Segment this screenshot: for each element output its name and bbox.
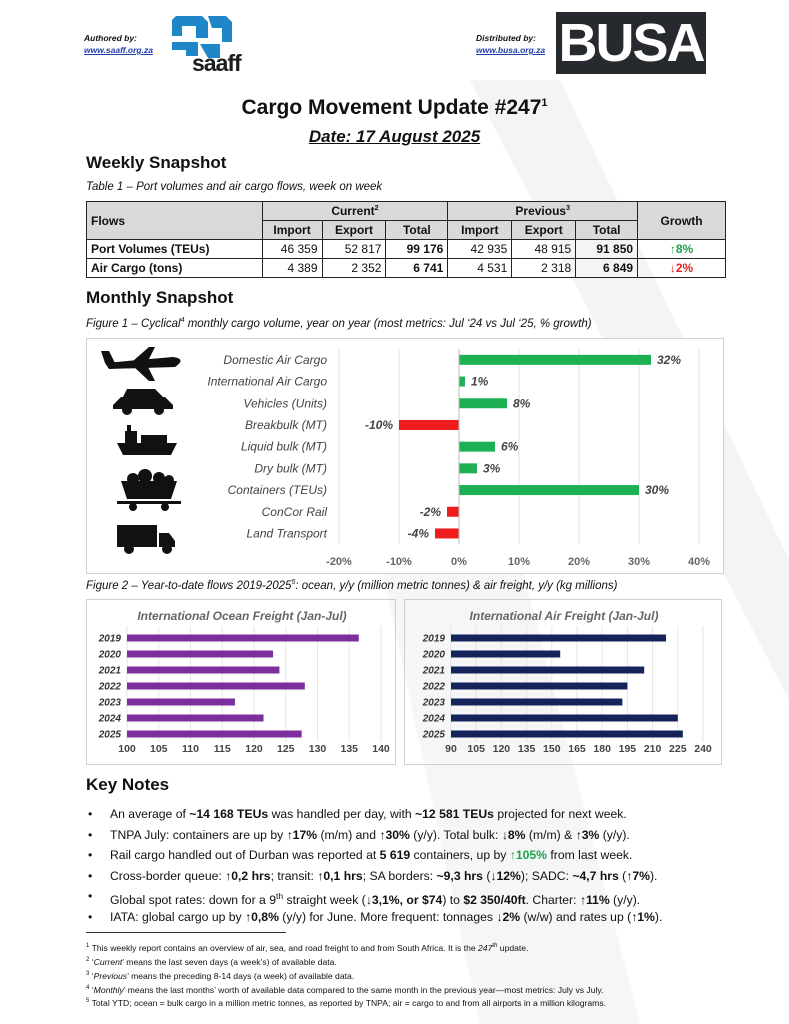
bar	[451, 651, 560, 658]
note-item: • Cross-border queue: ↑0,2 hrs; transit: ↑0,1 hrs; SA borders: ~9,3 hrs (↓12%); SADC: ~4,7 hrs (↑7%).	[86, 866, 746, 887]
cell: 4 389	[262, 259, 322, 278]
x-tick-label: 105	[467, 743, 485, 755]
saaff-link[interactable]: www.saaff.org.za	[84, 45, 153, 55]
figure1	[86, 338, 724, 574]
growth-cell: ↓2%	[638, 259, 726, 278]
table-row	[87, 259, 726, 278]
category-label: Containers (TEUs)	[227, 483, 327, 498]
sub-export: Export	[512, 221, 576, 240]
x-tick-label: 140	[372, 743, 390, 755]
x-tick-label: 240	[694, 743, 712, 755]
saaff-logo	[168, 12, 268, 78]
bar	[459, 463, 477, 473]
bar	[451, 699, 622, 706]
x-tick-label: 110	[182, 743, 199, 755]
year-label: 2022	[98, 681, 121, 693]
year-label: 2020	[422, 649, 445, 661]
year-label: 2024	[422, 713, 445, 725]
cell: 48 915	[512, 240, 576, 259]
arrow-down-icon: ↓	[669, 261, 676, 275]
value-label: -4%	[407, 526, 429, 541]
chart-title: International Air Freight (Jan-Jul)	[469, 609, 659, 623]
year-label: 2022	[422, 681, 445, 693]
bar	[127, 731, 302, 738]
weekly-table	[86, 201, 726, 278]
x-tick-label: 30%	[627, 556, 651, 568]
x-tick-label: 120	[492, 743, 511, 755]
busa-link[interactable]: www.busa.org.za	[476, 45, 546, 55]
year-label: 2020	[98, 649, 121, 661]
year-label: 2024	[98, 713, 121, 725]
cell: 52 817	[322, 240, 386, 259]
x-tick-label: 120	[245, 743, 263, 755]
key-notes-heading: Key Notes	[86, 775, 170, 794]
x-tick-label: 90	[445, 743, 457, 755]
bar	[127, 667, 279, 674]
x-tick-label: 40%	[687, 556, 711, 568]
footnote-divider	[86, 932, 286, 933]
cell: 4 531	[448, 259, 512, 278]
x-tick-label: 195	[618, 743, 637, 755]
note-item: • Global spot rates: down for a 9th straight week (↓3,1%, or $74) to $2 350/40ft. Charter: ↑11% (y/y).	[86, 886, 746, 907]
row-label: Air Cargo (tons)	[87, 259, 263, 278]
bar	[459, 485, 639, 495]
note-item: • Rail cargo handled out of Durban was reported at 5 619 containers, up by ↑105% from last week.	[86, 845, 746, 866]
bar	[435, 528, 459, 538]
bar	[451, 635, 666, 642]
footnote: $^1$ This weekly report contains an overview of air, sea, and road freight to and from South Africa. It is the 247th update.	[86, 942, 529, 953]
col-growth: Growth	[638, 202, 726, 240]
ocean-freight-chart	[87, 600, 397, 766]
category-label: Dry bulk (MT)	[254, 461, 327, 476]
figure1-chart	[87, 339, 725, 575]
value-label: 30%	[645, 483, 670, 498]
ocean-freight-chart-frame	[86, 599, 396, 765]
x-tick-label: -20%	[326, 556, 352, 568]
weekly-heading: Weekly Snapshot	[86, 153, 227, 172]
footnotes	[86, 940, 746, 1009]
category-label: Liquid bulk (MT)	[240, 439, 327, 454]
value-label: -10%	[364, 417, 393, 432]
table-row	[87, 240, 726, 259]
key-notes-list	[86, 804, 746, 927]
bar	[451, 715, 678, 722]
value-label: 6%	[501, 439, 519, 454]
x-tick-label: 135	[517, 743, 536, 755]
bar	[451, 731, 683, 738]
bar	[127, 651, 273, 658]
bar	[459, 442, 495, 452]
air-freight-chart	[405, 600, 723, 766]
footnote: $^2$ ‘Current’ means the last seven days (a week’s) of available data.	[86, 956, 337, 967]
sub-import: Import	[262, 221, 322, 240]
x-tick-label: 165	[568, 743, 586, 755]
category-label: Land Transport	[246, 526, 327, 541]
figure1-caption: Figure 1 – Cyclical$^4$ monthly cargo volume, year on year (most metrics: Jul ‘24 vs Jul ‘25, % growth)	[86, 317, 592, 330]
value-label: 8%	[513, 396, 531, 411]
airplane-icon	[101, 347, 181, 381]
car-icon	[113, 389, 173, 415]
year-label: 2023	[422, 697, 445, 709]
value-label: 32%	[657, 352, 682, 367]
x-tick-label: 115	[213, 743, 231, 755]
chart-title: International Ocean Freight (Jan-Jul)	[137, 609, 347, 623]
distributed-label: Distributed by:	[476, 33, 536, 43]
sub-import: Import	[448, 221, 512, 240]
sub-total: Total	[576, 221, 638, 240]
col-current: Current$^2$	[262, 202, 448, 221]
coal-wagon-icon	[117, 469, 181, 511]
category-label: Breakbulk (MT)	[244, 417, 327, 432]
note-item: • An average of ~14 168 TEUs was handled per day, with ~12 581 TEUs projected for next week.	[86, 804, 746, 825]
x-tick-label: 10%	[507, 556, 531, 568]
value-label: -2%	[419, 504, 441, 519]
truck-icon	[117, 525, 175, 554]
row-label: Port Volumes (TEUs)	[87, 240, 263, 259]
category-label: Vehicles (Units)	[243, 396, 327, 411]
bar	[127, 715, 264, 722]
value-label: 1%	[471, 374, 489, 389]
x-tick-label: 130	[308, 743, 327, 755]
saaff-logo-text: saaff	[192, 50, 241, 76]
report-date: Date: 17 August 2025	[308, 127, 481, 146]
bar	[127, 635, 359, 642]
x-tick-label: 210	[643, 743, 662, 755]
bar	[451, 667, 644, 674]
year-label: 2019	[98, 633, 121, 645]
monthly-heading: Monthly Snapshot	[86, 288, 234, 307]
x-tick-label: 100	[118, 743, 136, 755]
busa-logo: BUSA	[556, 12, 706, 74]
cell: 91 850	[576, 240, 638, 259]
x-tick-label: 125	[276, 743, 295, 755]
page-title: Cargo Movement Update $\#247^1$	[241, 96, 548, 119]
cell: 6 849	[576, 259, 638, 278]
note-item: • TNPA July: containers are up by ↑17% (m/m) and ↑30% (y/y). Total bulk: ↓8% (m/m) & ↑3% (y/y).	[86, 825, 746, 846]
value-label: 3%	[483, 461, 501, 476]
air-freight-chart-frame	[404, 599, 722, 765]
bar	[127, 683, 305, 690]
sub-total: Total	[386, 221, 448, 240]
arrow-up-icon: ↑	[669, 242, 676, 256]
cell: 46 359	[262, 240, 322, 259]
x-tick-label: -10%	[386, 556, 412, 568]
cell: 42 935	[448, 240, 512, 259]
x-tick-label: 20%	[567, 556, 591, 568]
bar	[447, 507, 459, 517]
x-tick-label: 105	[149, 743, 168, 755]
category-label: Domestic Air Cargo	[223, 352, 327, 367]
authored-label: Authored by:	[84, 33, 137, 43]
col-previous: Previous$^3$	[448, 202, 638, 221]
x-tick-label: 0%	[451, 556, 467, 568]
category-label: ConCor Rail	[261, 504, 327, 519]
x-tick-label: 150	[543, 743, 561, 755]
table-caption: Table 1 – Port volumes and air cargo flows, week on week	[86, 181, 383, 193]
bar	[459, 398, 507, 408]
cell: 6 741	[386, 259, 448, 278]
cell: 99 176	[386, 240, 448, 259]
year-label: 2025	[98, 729, 121, 741]
footnote: $^5$ Total YTD; ocean = bulk cargo in a million metric tonnes, as reported by TNPA; air = cargo to and from all airports in a million kilograms.	[86, 998, 607, 1009]
bar	[127, 699, 235, 706]
year-label: 2019	[422, 633, 445, 645]
bar	[451, 683, 627, 690]
bar	[399, 420, 459, 430]
cell: 2 318	[512, 259, 576, 278]
cell: 2 352	[322, 259, 386, 278]
year-label: 2025	[422, 729, 445, 741]
x-tick-label: 135	[340, 743, 359, 755]
category-label: International Air Cargo	[207, 374, 327, 389]
year-label: 2023	[98, 697, 121, 709]
growth-cell: ↑8%	[638, 240, 726, 259]
footnote: $^3$ ‘Previous’ means the preceding 8-14 days (a week) of available data.	[86, 970, 355, 981]
bar	[459, 377, 465, 387]
ship-icon	[117, 425, 177, 455]
year-label: 2021	[422, 665, 445, 677]
note-item: • IATA: global cargo up by ↑0,8% (y/y) for June. More frequent: tonnages ↓2% (w/w) and rates up (↑1%).	[86, 907, 746, 928]
col-flows: Flows	[87, 202, 263, 240]
figure2-caption: Figure 2 – Year-to-date flows 2019-2025$^5$: ocean, y/y (million metric tonnes) & air freight, y/y (kg millions)	[86, 579, 618, 592]
x-tick-label: 180	[593, 743, 611, 755]
footnote: $^4$ ‘Monthly’ means the last months’ worth of available data compared to the same month in the previous year—most metrics: July vs July.	[86, 984, 604, 995]
x-tick-label: 225	[669, 743, 687, 755]
year-label: 2021	[98, 665, 121, 677]
sub-export: Export	[322, 221, 386, 240]
bar	[459, 355, 651, 365]
